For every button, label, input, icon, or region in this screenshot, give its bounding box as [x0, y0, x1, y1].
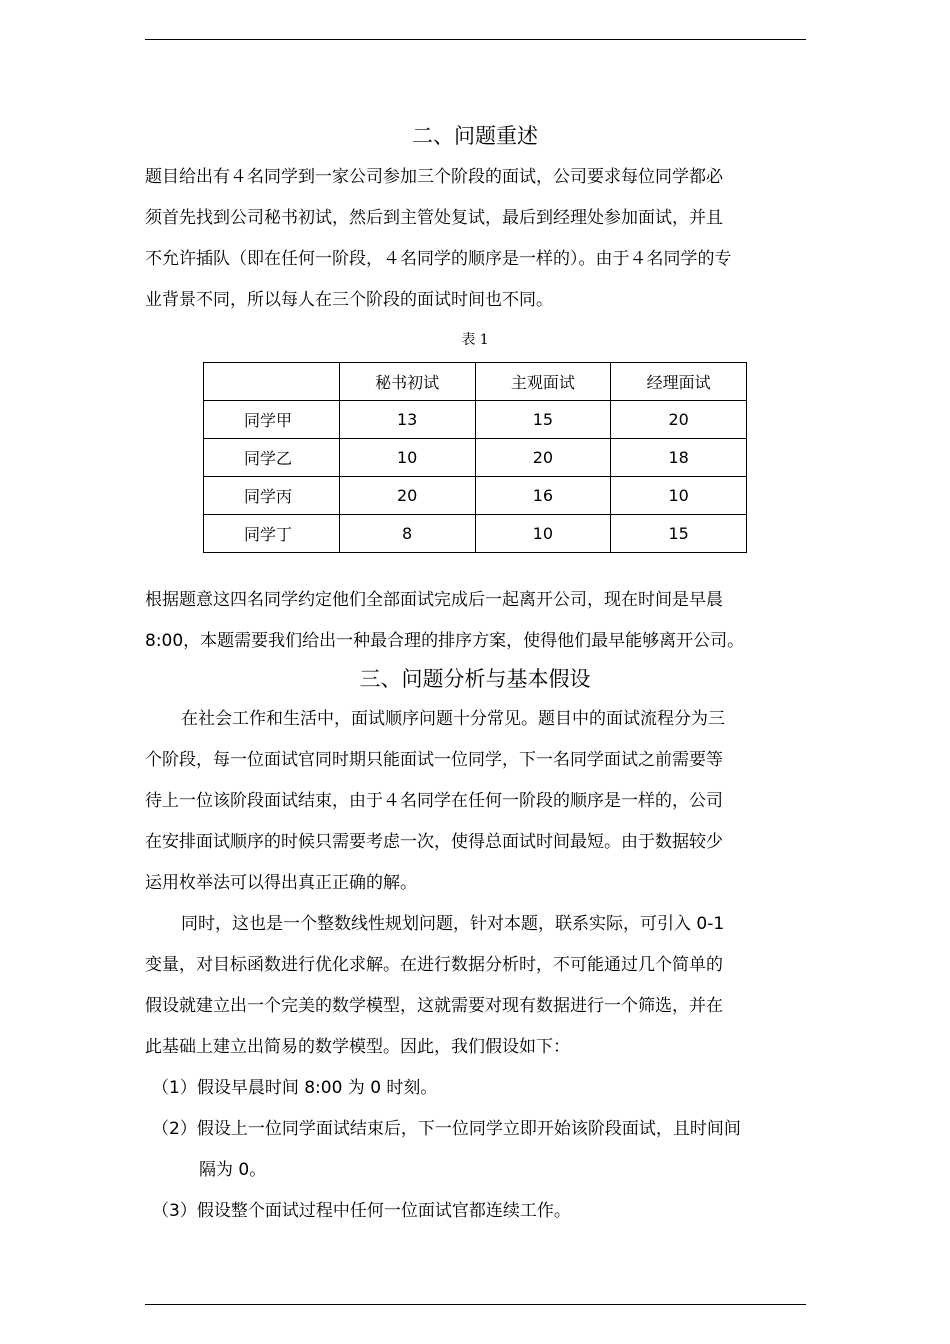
time-cell: 20 — [475, 439, 611, 477]
problem-restatement-paragraph — [145, 157, 807, 321]
student-name-cell: 同学甲 — [204, 401, 340, 439]
time-cell: 10 — [611, 477, 747, 515]
text-line: 待上一位该阶段面试结束，由于４名同学在任何一阶段的顺序是一样的，公司 — [145, 791, 723, 811]
text-line: 假设就建立出一个完美的数学模型，这就需要对现有数据进行一个筛选，并在 — [145, 996, 723, 1016]
table-caption: 表 1 — [461, 332, 489, 348]
student-name-cell: 同学丙 — [204, 477, 340, 515]
after-table-paragraph — [145, 580, 807, 662]
time-cell: 10 — [339, 439, 475, 477]
student-name-cell: 同学乙 — [204, 439, 340, 477]
table-row — [204, 477, 747, 515]
text-line: 题目给出有４名同学到一家公司参加三个阶段的面试，公司要求每位同学都必 — [145, 167, 723, 187]
text-line: 业背景不同，所以每人在三个阶段的面试时间也不同。 — [145, 290, 553, 310]
time-cell: 10 — [475, 515, 611, 553]
table-row — [204, 401, 747, 439]
text-line: 变量，对目标函数进行优化求解。在进行数据分析时，不可能通过几个简单的 — [145, 955, 723, 975]
text-line: 在社会工作和生活中，面试顺序问题十分常见。题目中的面试流程分为三 — [181, 709, 725, 729]
table-row — [204, 515, 747, 553]
table-header-cell — [204, 363, 340, 401]
text-line: 此基础上建立出简易的数学模型。因此，我们假设如下： — [145, 1037, 570, 1057]
text-line: 根据题意这四名同学约定他们全部面试完成后一起离开公司，现在时间是早晨 — [145, 590, 723, 610]
time-cell: 18 — [611, 439, 747, 477]
text-line: 须首先找到公司秘书初试，然后到主管处复试，最后到经理处参加面试，并且 — [145, 208, 723, 228]
assumption-2: （2）假设上一位同学面试结束后，下一位同学立即开始该阶段面试，且时间间 — [152, 1119, 741, 1139]
footer-rule — [145, 1304, 806, 1305]
header-rule — [145, 39, 806, 40]
text-line: 个阶段，每一位面试官同时期只能面试一位同学，下一名同学面试之前需要等 — [145, 750, 723, 770]
text-line: 在安排面试顺序的时候只需要考虑一次，使得总面试时间最短。由于数据较少 — [145, 832, 723, 852]
time-cell: 15 — [475, 401, 611, 439]
table-header-row — [204, 363, 747, 401]
time-cell: 20 — [611, 401, 747, 439]
interview-time-table — [203, 362, 747, 553]
assumption-1: （1）假设早晨时间 8:00 为 0 时刻。 — [152, 1078, 438, 1098]
text-line: 8:00，本题需要我们给出一种最合理的排序方案，使得他们最早能够离开公司。 — [145, 631, 745, 651]
assumption-2-continuation: 隔为 0。 — [199, 1160, 267, 1180]
time-cell: 16 — [475, 477, 611, 515]
text-line: 不允许插队（即在任何一阶段，４名同学的顺序是一样的）。由于４名同学的专 — [145, 249, 732, 269]
text-line: 同时，这也是一个整数线性规划问题，针对本题，联系实际，可引入 0-1 — [181, 914, 725, 934]
time-cell: 13 — [339, 401, 475, 439]
table-header-cell: 秘书初试 — [339, 363, 475, 401]
time-cell: 15 — [611, 515, 747, 553]
assumption-3: （3）假设整个面试过程中任何一位面试官都连续工作。 — [152, 1201, 571, 1221]
section-heading-problem-restatement: 二、问题重述 — [412, 124, 538, 148]
time-cell: 20 — [339, 477, 475, 515]
table-header-cell: 主观面试 — [475, 363, 611, 401]
section-heading-analysis-assumptions: 三、问题分析与基本假设 — [359, 667, 591, 691]
analysis-paragraph-1 — [145, 699, 807, 904]
time-cell: 8 — [339, 515, 475, 553]
table-header-cell: 经理面试 — [611, 363, 747, 401]
student-name-cell: 同学丁 — [204, 515, 340, 553]
analysis-paragraph-2 — [145, 904, 807, 1068]
table-row — [204, 439, 747, 477]
text-line: 运用枚举法可以得出真正正确的解。 — [145, 873, 417, 893]
